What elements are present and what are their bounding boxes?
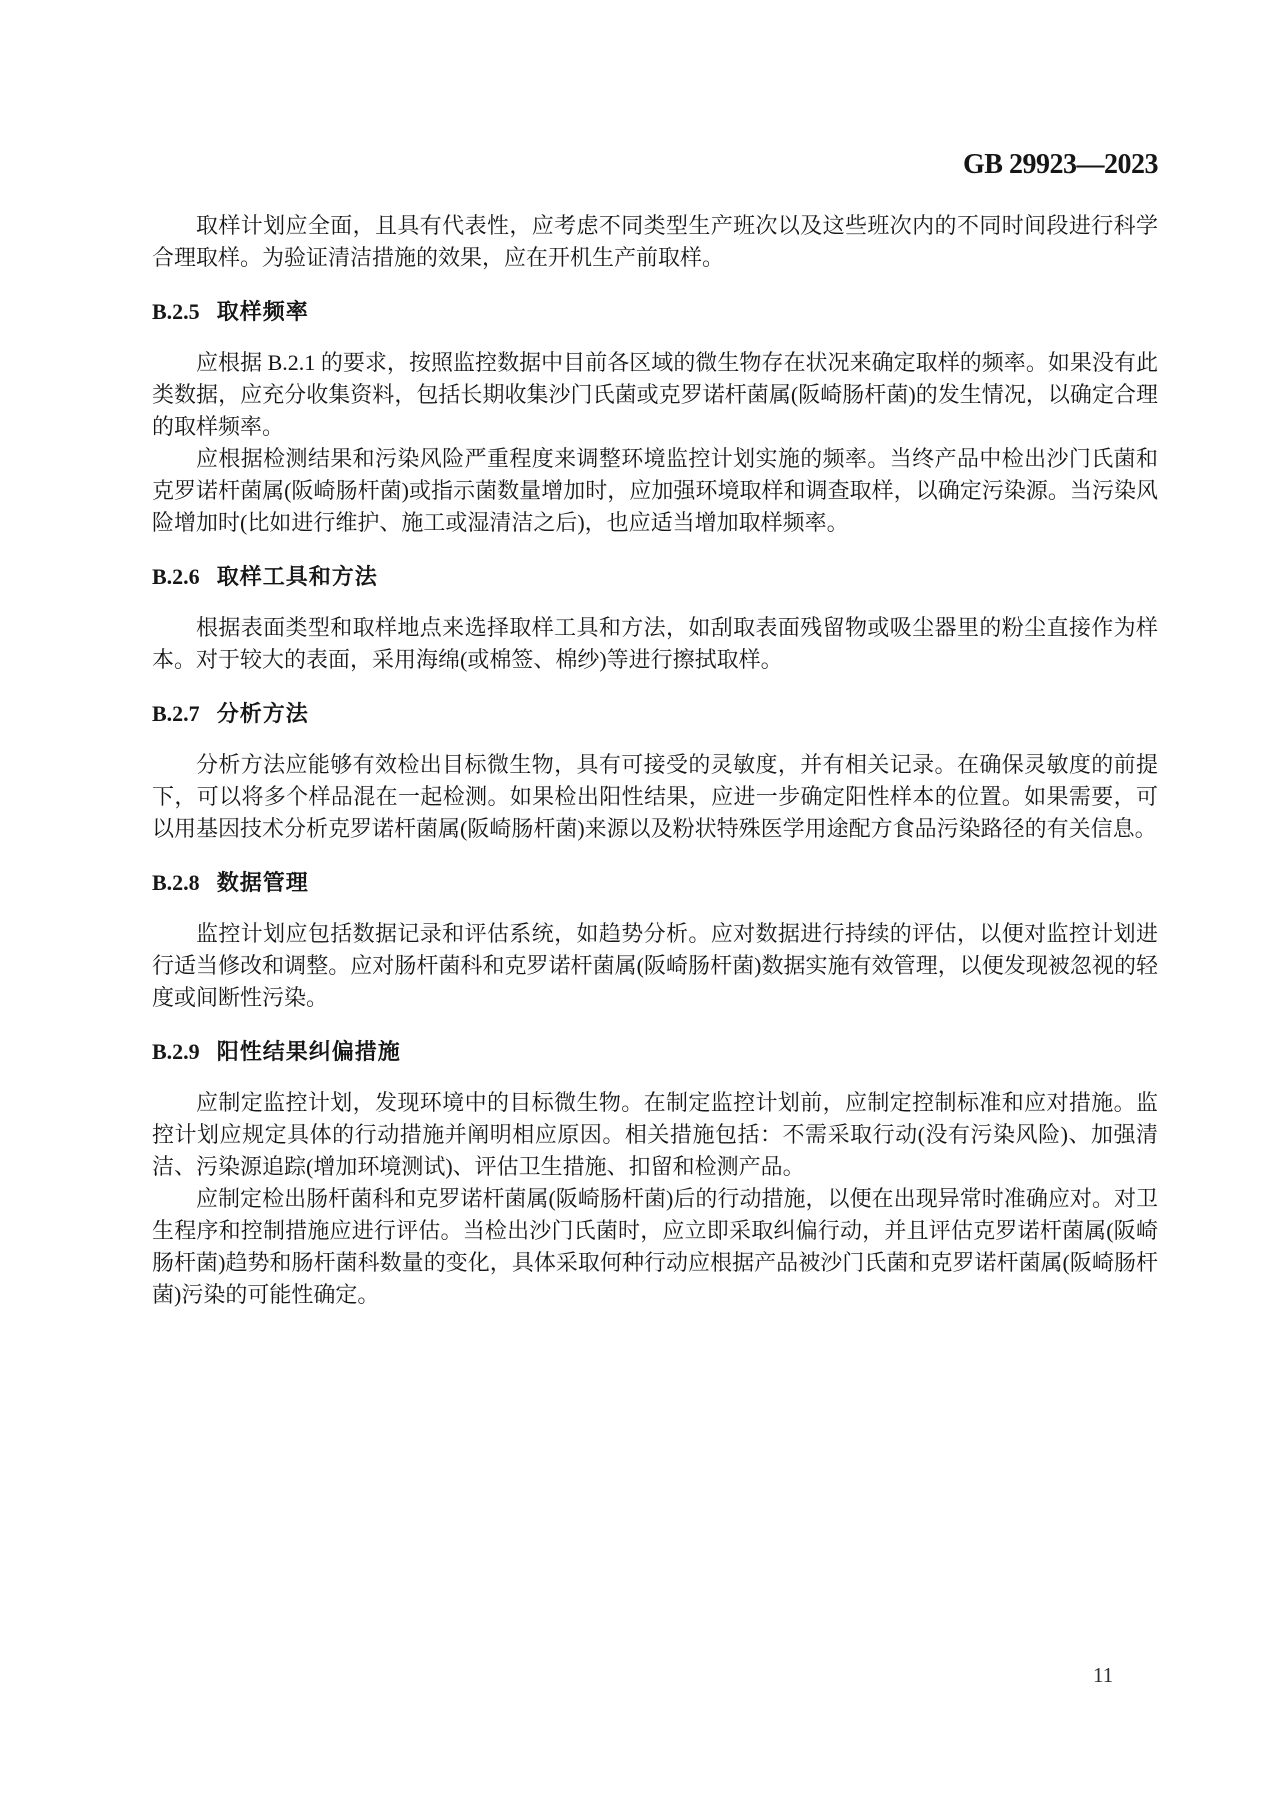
section-title: 取样工具和方法 [216, 564, 378, 589]
section-number: B.2.7 [152, 701, 200, 726]
section-heading-b2-5 [152, 296, 1158, 328]
section-number: B.2.5 [152, 299, 200, 324]
page-content [152, 210, 1158, 1311]
section-title: 阳性结果纠偏措施 [216, 1039, 401, 1064]
paragraph: 应制定监控计划，发现环境中的目标微生物。在制定监控计划前，应制定控制标准和应对措施。监控计划应规定具体的行动措施并阐明相应原因。相关措施包括：不需采取行动(没有污染风险)、加强清洁、污染源追踪(增加环境测试)、评估卫生措施、扣留和检测产品。 [152, 1090, 1158, 1179]
section-heading-b2-9 [152, 1036, 1158, 1068]
paragraph: 应根据 B.2.1 的要求，按照监控数据中目前各区域的微生物存在状况来确定取样的频率。如果没有此类数据，应充分收集资料，包括长期收集沙门氏菌或克罗诺杆菌属(阪崎肠杆菌)的发生情况，以确定合理的取样频率。 [152, 350, 1158, 439]
section-number: B.2.8 [152, 870, 200, 895]
paragraph: 应制定检出肠杆菌科和克罗诺杆菌属(阪崎肠杆菌)后的行动措施，以便在出现异常时准确应对。对卫生程序和控制措施应进行评估。当检出沙门氏菌时，应立即采取纠偏行动，并且评估克罗诺杆菌属(阪崎肠杆菌)趋势和肠杆菌科数量的变化，具体采取何种行动应根据产品被沙门氏菌和克罗诺杆菌属(阪崎肠杆菌)污染的可能性确定。 [152, 1186, 1158, 1307]
paragraph: 应根据检测结果和污染风险严重程度来调整环境监控计划实施的频率。当终产品中检出沙门氏菌和克罗诺杆菌属(阪崎肠杆菌)或指示菌数量增加时，应加强环境取样和调查取样，以确定污染源。当污染风险增加时(比如进行维护、施工或湿清洁之后)，也应适当增加取样频率。 [152, 446, 1158, 535]
section-heading-b2-8 [152, 867, 1158, 899]
section-heading-b2-6 [152, 561, 1158, 593]
intro-paragraph: 取样计划应全面，且具有代表性，应考虑不同类型生产班次以及这些班次内的不同时间段进行科学合理取样。为验证清洁措施的效果，应在开机生产前取样。 [152, 213, 1158, 270]
paragraph: 分析方法应能够有效检出目标微生物，具有可接受的灵敏度，并有相关记录。在确保灵敏度的前提下，可以将多个样品混在一起检测。如果检出阳性结果，应进一步确定阳性样本的位置。如果需要，可以用基因技术分析克罗诺杆菌属(阪崎肠杆菌)来源以及粉状特殊医学用途配方食品污染路径的有关信息。 [152, 752, 1158, 841]
section-title: 取样频率 [216, 299, 309, 324]
section-number: B.2.9 [152, 1039, 200, 1064]
page-number: 11 [1093, 1663, 1114, 1687]
paragraph: 根据表面类型和取样地点来选择取样工具和方法，如刮取表面残留物或吸尘器里的粉尘直接作为样本。对于较大的表面，采用海绵(或棉签、棉纱)等进行擦拭取样。 [152, 615, 1158, 672]
standard-number-header: GB 29923—2023 [963, 149, 1158, 180]
section-title: 数据管理 [216, 870, 309, 895]
section-number: B.2.6 [152, 564, 200, 589]
section-title: 分析方法 [216, 701, 309, 726]
section-heading-b2-7 [152, 698, 1158, 730]
paragraph: 监控计划应包括数据记录和评估系统，如趋势分析。应对数据进行持续的评估，以便对监控计划进行适当修改和调整。应对肠杆菌科和克罗诺杆菌属(阪崎肠杆菌)数据实施有效管理，以便发现被忽视的轻度或间断性污染。 [152, 921, 1158, 1010]
